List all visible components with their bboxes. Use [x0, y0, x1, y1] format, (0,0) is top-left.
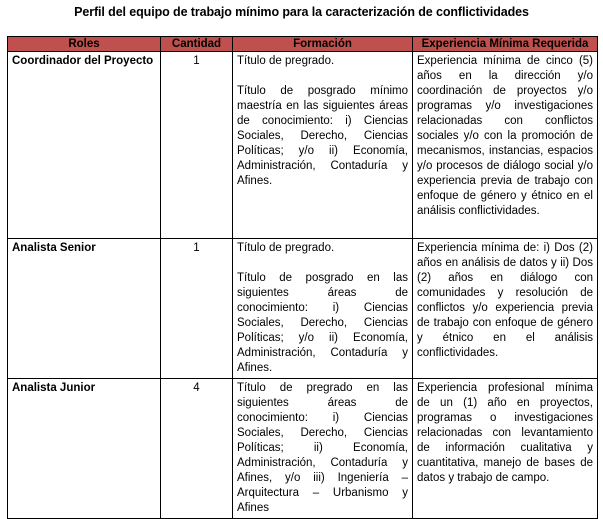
table-header-row [8, 37, 598, 52]
role-cell: Analista Senior [8, 239, 161, 379]
header-cantidad: Cantidad [161, 37, 233, 52]
formation-cell [233, 52, 413, 239]
experience-cell: Experiencia profesional mínima de un (1) año en proyectos, programas o investigaciones relacionadas con levantamiento de información cualitativa y cuantitativa, manejo de bases de datos y trabajo de campo. [413, 379, 598, 519]
document-title: Perfil del equipo de trabajo mínimo para la caracterización de conflictividades [74, 5, 529, 19]
formation-degree: Título de pregrado en las siguientes áreas de conocimiento: i) Ciencias Sociales, Derecho, Ciencias Políticas; ii) Economía, Administración, Contaduría y Afines, y/o iii) Ingeniería – Arquitectura – Urbanismo y Afines [237, 382, 408, 514]
team-profile-table [7, 36, 598, 519]
formation-cell [233, 239, 413, 379]
quantity-cell: 1 [161, 239, 233, 379]
header-formacion: Formación [233, 37, 413, 52]
experience-cell: Experiencia mínima de cinco (5) años en la dirección y/o coordinación de proyectos y/o programas y/o investigaciones relacionadas con conflictos sociales y/o con la promoción de mecanismos, instancias, espacios y/o procesos de diálogo social y/o experiencia previa de trabajo con enfoque de género y étnico en el análisis conflictividades. [413, 52, 598, 239]
quantity-cell: 4 [161, 379, 233, 519]
header-experiencia: Experiencia Mínima Requerida [413, 37, 598, 52]
formation-postgraduate: Título de posgrado mínimo maestría en las siguientes áreas de conocimiento: i) Ciencias Sociales, Derecho, Ciencias Políticas; y/o ii) Economía, Administración, Contaduría y Afines. [237, 85, 408, 187]
table-row [8, 52, 598, 239]
quantity-cell: 1 [161, 52, 233, 239]
formation-cell [233, 379, 413, 519]
formation-degree: Título de pregrado. [237, 55, 335, 67]
table-row [8, 239, 598, 379]
experience-cell: Experiencia mínima de: i) Dos (2) años en análisis de datos y ii) Dos (2) años en diálogo con comunidades y resolución de conflictos y/o experiencia previa de trabajo con enfoque de género y étnico en el análisis conflictividades. [413, 239, 598, 379]
table-row [8, 379, 598, 519]
role-cell: Analista Junior [8, 379, 161, 519]
role-cell: Coordinador del Proyecto [8, 52, 161, 239]
header-roles: Roles [8, 37, 161, 52]
formation-postgraduate: Título de posgrado en las siguientes áreas de conocimiento: i) Ciencias Sociales, Derecho, Ciencias Políticas; y/o ii) Economía, Administración, Contaduría y Afines. [237, 272, 408, 374]
formation-degree: Título de pregrado. [237, 242, 335, 254]
